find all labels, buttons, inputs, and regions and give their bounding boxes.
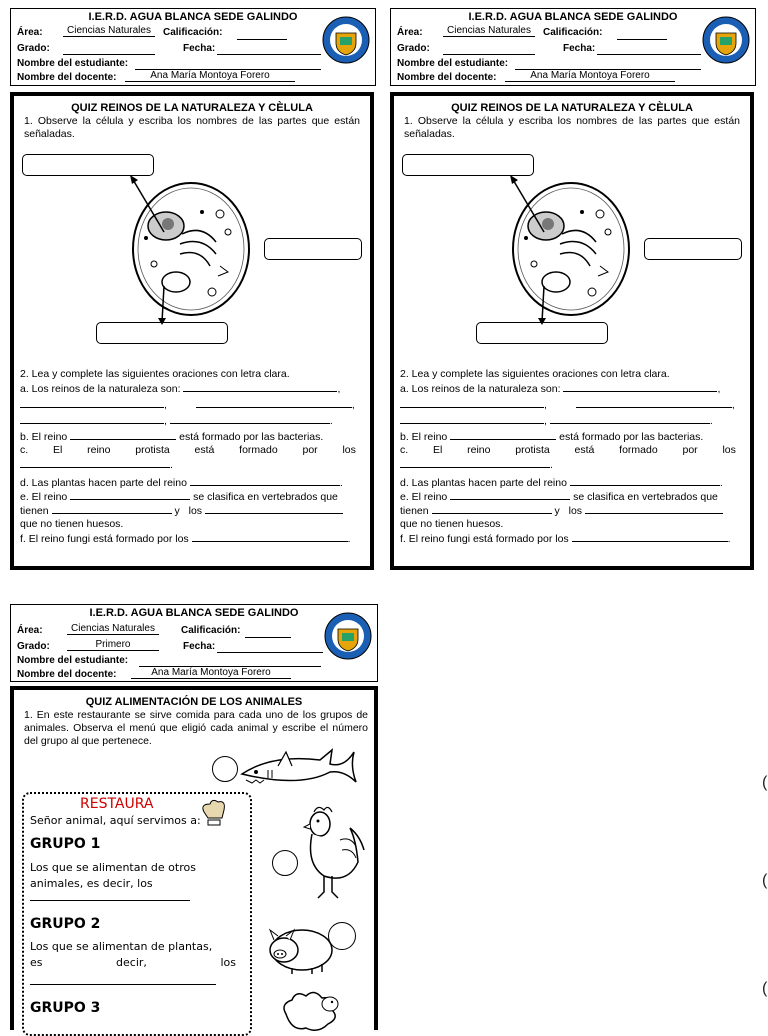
blank-e2[interactable]: [432, 504, 552, 514]
school-name: I.E.R.D. AGUA BLANCA SEDE GALINDO: [89, 607, 299, 619]
blank-e3[interactable]: [585, 504, 723, 514]
c-word: reino: [467, 444, 491, 456]
area-label: Área:: [17, 625, 43, 636]
sentence-b-start: b. El reino: [20, 431, 68, 443]
e-y: y: [174, 505, 180, 517]
group-2-text: Los que se alimentan de plantas,: [30, 940, 213, 953]
teacher-label: Nombre del docente:: [397, 72, 497, 83]
quiz-sheet-right: [390, 8, 756, 570]
sentence-a: a. Los reinos de la naturaleza son: ,: [20, 383, 341, 395]
question-1: 1. Observe la célula y escriba los nombres de las partes que están señaladas.: [404, 115, 740, 140]
blank-b[interactable]: [450, 430, 556, 440]
c-word: formado: [619, 444, 658, 456]
quiz-sheet-animals: [10, 604, 380, 1024]
area-value: Ciencias Naturales: [443, 25, 535, 37]
date-line: [597, 54, 701, 55]
pig-icon: [262, 918, 338, 976]
group-2-title: GRUPO 2: [30, 916, 101, 932]
edge-glyph: (: [762, 872, 768, 889]
question-2: 2. Lea y complete las siguientes oraciones con letra clara.: [20, 368, 290, 380]
blank-e3[interactable]: [205, 504, 343, 514]
question-1: 1. Observe la célula y escriba los nombres de las partes que están señaladas.: [24, 115, 360, 140]
teacher-label: Nombre del docente:: [17, 669, 117, 680]
sentence-a-line2: , ,: [20, 398, 360, 412]
c-word: formado: [239, 444, 278, 456]
grade-line: [63, 54, 155, 55]
sentence-a-line3: , .: [400, 414, 740, 428]
quiz-title: QUIZ REINOS DE LA NATURALEZA Y CÈLULA: [71, 102, 313, 114]
pointer-arrows: [394, 96, 750, 356]
blank-c[interactable]: [400, 458, 550, 468]
group-1-text: Los que se alimentan de otros animales, es decir, los: [30, 861, 196, 890]
e-tienen: tienen: [20, 505, 49, 517]
sheet-header: [10, 8, 376, 86]
question-2: 2. Lea y complete las siguientes oraciones con letra clara.: [400, 368, 670, 380]
sentence-f: f. El reino fungi está formado por los .: [20, 533, 351, 545]
sentence-e-start: e. El reino: [400, 491, 448, 503]
c-word: los: [342, 444, 356, 456]
teacher-label: Nombre del docente:: [17, 72, 117, 83]
answer-circle-shark[interactable]: [212, 756, 238, 782]
school-logo: [701, 15, 751, 65]
date-line: [217, 54, 321, 55]
area-label: Área:: [397, 27, 423, 38]
e-tienen: tienen: [400, 505, 429, 517]
grade-label: Grado:: [17, 43, 50, 54]
sentence-c: [400, 444, 736, 457]
score-label: Calificación:: [163, 27, 223, 38]
sentence-e-line2: [400, 504, 740, 518]
sentence-e-start: e. El reino: [20, 491, 68, 503]
edge-glyph: (: [762, 980, 768, 997]
e-los: los: [568, 505, 583, 517]
sheet-header: [10, 604, 378, 682]
sheep-icon: [276, 990, 348, 1034]
blank-d[interactable]: [570, 476, 720, 486]
sentence-f-text: f. El reino fungi está formado por los: [400, 533, 569, 545]
sentence-b-end: está formado por las bacterias.: [559, 431, 704, 443]
blank-c[interactable]: [20, 458, 170, 468]
blank-f[interactable]: [572, 532, 728, 542]
c-word: por: [682, 444, 698, 456]
blank-a5[interactable]: [550, 414, 710, 424]
grade-label: Grado:: [17, 641, 50, 652]
grade-value: Primero: [67, 639, 159, 651]
date-line: [217, 652, 323, 653]
blank-a4[interactable]: [400, 414, 544, 424]
blank-e1[interactable]: [70, 490, 190, 500]
grade-label: Grado:: [397, 43, 430, 54]
g2-word: los: [220, 956, 236, 969]
blank-a3[interactable]: [576, 398, 732, 408]
student-label: Nombre del estudiante:: [397, 58, 509, 69]
teacher-value: Ana María Montoya Forero: [125, 70, 295, 82]
score-label: Calificación:: [181, 625, 241, 636]
group-2-answer-line[interactable]: [30, 984, 216, 985]
student-label: Nombre del estudiante:: [17, 655, 129, 666]
blank-e1[interactable]: [450, 490, 570, 500]
c-word: reino: [87, 444, 111, 456]
sentence-a: a. Los reinos de la naturaleza son: ,: [400, 383, 721, 395]
sentence-d-text: d. Las plantas hacen parte del reino: [400, 477, 567, 489]
area-label: Área:: [17, 27, 43, 38]
sentence-b: [20, 430, 360, 444]
rooster-icon: [296, 802, 368, 906]
c-word: c.: [20, 444, 29, 456]
sentence-d: d. Las plantas hacen parte del reino .: [400, 477, 723, 489]
blank-a1[interactable]: [563, 382, 717, 392]
sentence-d: d. Las plantas hacen parte del reino .: [20, 477, 343, 489]
c-word: protista: [515, 444, 550, 456]
sentence-f-text: f. El reino fungi está formado por los: [20, 533, 189, 545]
teacher-value: Ana María Montoya Forero: [505, 70, 675, 82]
e-los: los: [188, 505, 203, 517]
shark-icon: [238, 746, 358, 800]
blank-a3[interactable]: [196, 398, 352, 408]
g2-word: decir,: [116, 956, 147, 969]
sentence-b: [400, 430, 740, 444]
sentence-c: [20, 444, 356, 457]
area-value: Ciencias Naturales: [63, 25, 155, 37]
school-logo: [321, 15, 371, 65]
school-name: I.E.R.D. AGUA BLANCA SEDE GALINDO: [468, 11, 678, 23]
sentence-e-end: se clasifica en vertebrados que: [193, 491, 338, 503]
sentence-e-line3: que no tienen huesos.: [400, 518, 504, 530]
c-word: los: [722, 444, 736, 456]
blank-f[interactable]: [192, 532, 348, 542]
sentence-b-start: b. El reino: [400, 431, 448, 443]
quiz-alimentacion: [10, 686, 378, 1030]
pointer-arrows: [14, 96, 370, 356]
sentence-c-line2: .: [400, 458, 553, 472]
blank-a4[interactable]: [20, 414, 164, 424]
sentence-a-text: a. Los reinos de la naturaleza son:: [400, 383, 561, 395]
chef-hat-icon: [198, 798, 230, 828]
group-1-answer-line[interactable]: [30, 900, 190, 901]
sentence-e: [400, 490, 740, 504]
blank-b[interactable]: [70, 430, 176, 440]
quiz-title: QUIZ REINOS DE LA NATURALEZA Y CÈLULA: [451, 102, 693, 114]
quiz-sheet-left: [10, 8, 376, 570]
date-label: Fecha:: [563, 43, 596, 54]
blank-a1[interactable]: [183, 382, 337, 392]
group-2-text-line2: [30, 956, 236, 969]
blank-a2[interactable]: [400, 398, 544, 408]
sentence-f: f. El reino fungi está formado por los .: [400, 533, 731, 545]
student-label: Nombre del estudiante:: [17, 58, 129, 69]
blank-e2[interactable]: [52, 504, 172, 514]
answer-circle-rooster[interactable]: [272, 850, 298, 876]
g2-word: es: [30, 956, 43, 969]
score-line: [245, 637, 291, 638]
blank-a5[interactable]: [170, 414, 330, 424]
date-label: Fecha:: [183, 641, 216, 652]
c-word: está: [574, 444, 595, 456]
sentence-a-line3: , .: [20, 414, 360, 428]
score-line: [617, 39, 667, 40]
edge-glyph: (: [762, 774, 768, 791]
teacher-value: Ana María Montoya Forero: [131, 667, 291, 679]
c-word: c.: [400, 444, 409, 456]
e-y: y: [554, 505, 560, 517]
restaurant-menu: [22, 792, 252, 1036]
score-line: [237, 39, 287, 40]
group-3-title: GRUPO 3: [30, 1000, 101, 1016]
group-1-title: GRUPO 1: [30, 836, 101, 852]
c-word: protista: [135, 444, 170, 456]
sheet-header: [390, 8, 756, 86]
quiz-reinos: [10, 92, 374, 570]
sentence-d-text: d. Las plantas hacen parte del reino: [20, 477, 187, 489]
blank-d[interactable]: [190, 476, 340, 486]
school-name: I.E.R.D. AGUA BLANCA SEDE GALINDO: [88, 11, 298, 23]
menu-title: RESTAURA: [80, 796, 154, 812]
blank-a2[interactable]: [20, 398, 164, 408]
quiz-title: QUIZ ALIMENTACIÓN DE LOS ANIMALES: [85, 696, 303, 708]
c-word: por: [302, 444, 318, 456]
menu-greeting: Señor animal, aquí servimos a:: [30, 814, 201, 827]
sentence-e: [20, 490, 360, 504]
sentence-a-line2: , ,: [400, 398, 740, 412]
area-value: Ciencias Naturales: [67, 623, 159, 635]
sentence-c-line2: .: [20, 458, 173, 472]
sentence-a-text: a. Los reinos de la naturaleza son:: [20, 383, 181, 395]
sentence-e-end: se clasifica en vertebrados que: [573, 491, 718, 503]
question-1: 1. En este restaurante se sirve comida para cada uno de los grupos de animales. Observa el menú que eligió cada animal y escribe el número del grupo al que pertenece.: [24, 709, 368, 747]
sentence-e-line3: que no tienen huesos.: [20, 518, 124, 530]
sentence-e-line2: [20, 504, 360, 518]
grade-line: [443, 54, 535, 55]
score-label: Calificación:: [543, 27, 603, 38]
quiz-reinos: [390, 92, 754, 570]
school-logo: [323, 611, 373, 661]
date-label: Fecha:: [183, 43, 216, 54]
c-word: está: [194, 444, 215, 456]
sentence-b-end: está formado por las bacterias.: [179, 431, 324, 443]
c-word: El: [432, 444, 443, 456]
c-word: El: [52, 444, 63, 456]
